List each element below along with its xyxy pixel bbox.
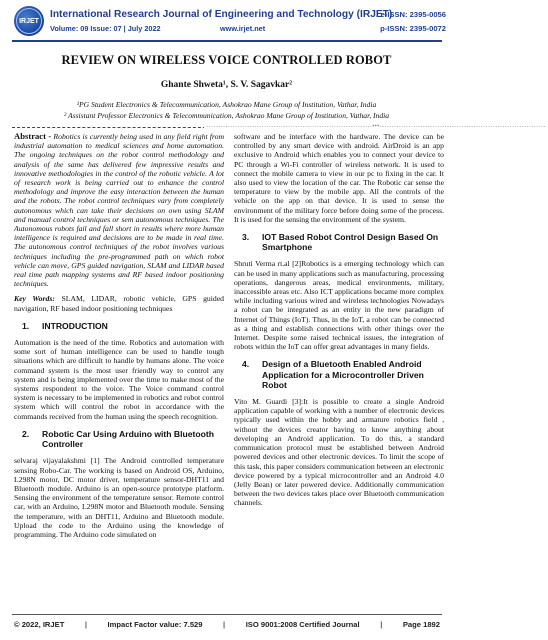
- section-heading-robotic-car: [14, 429, 224, 449]
- footer-impact-factor: Impact Factor value: 7.529: [107, 620, 203, 629]
- section-body-introduction: Automation is the need of the time. Robotics and automation with some sort of human intelligence can be used to handle tough situations which are difficult to handle by humans alone. The voice command system is the most user friendly way to control any system and is being implemented over the time to make most of the systems respondent to the voice. The Voice command control system is necessary to be implemented in robotics and robot control system which will control the robot in accordance with the commands received from the human using the speech recognition.: [14, 338, 224, 421]
- section-divider: [12, 124, 546, 130]
- abstract-text: Robotics is currently being used in any field right from industrial automation to medical sciences and home automation. The ongoing techniques on the robot control methodology and analysis of the same has delivered few impressive results and innovative methodologies in the control of the robotic vehicle. A lot of research work is being carried out to enhance the control methodology and improve the easy interaction between the human and the robots. The robot control techniques vary from completely autonomous which can take their decisions on own using SLAM and manual control techniques or sem autonomous techniques. The Autonomous robots fail and fall short in results where more human intelligence is required and decisions are to be made in real time. The autonomous control techniques of the robot involves various techniques including the pre-programmed path on which robot vehicle can move, GPS guided navigation, SLAM and LIDAR based real time path mapping systems and RF based indoor positioning techniques.: [14, 132, 224, 289]
- journal-website[interactable]: www.irjet.net: [220, 24, 266, 33]
- section-title: INTRODUCTION: [42, 320, 108, 331]
- volume-issue: Volume: 09 Issue: 07 | July 2022: [50, 24, 161, 33]
- irjet-logo: [14, 6, 44, 36]
- footer-separator: |: [84, 620, 87, 629]
- keywords-text: SLAM, LIDAR, robotic vehicle, GPS guided navigation, RF based indoor positioning techniques: [14, 294, 224, 313]
- journal-title: International Research Journal of Engineering and Technology (IRJET): [50, 9, 393, 20]
- section-heading-introduction: [14, 321, 224, 331]
- authors: Ghante Shweta¹, S. V. Sagavkar²: [160, 80, 293, 90]
- affiliation-2: ² Assistant Professor Electronics & Telecommunication, Ashokrao Mane Group of Institution, Vathar, India: [63, 111, 390, 120]
- header-rule: [12, 40, 442, 42]
- section-heading-bluetooth-app: [234, 359, 444, 390]
- paper-title: REVIEW ON WIRELESS VOICE CONTROLLED ROBOT: [61, 53, 392, 67]
- right-column: [234, 132, 444, 514]
- section-number: 2.: [22, 428, 30, 439]
- keywords: [14, 294, 224, 312]
- abstract-label: Abstract -: [14, 131, 52, 141]
- section-number: 4.: [242, 359, 250, 370]
- section-title: Design of a Bluetooth Enabled Android Application for a Microcontroller Driven Robot: [262, 359, 424, 390]
- journal-header: [0, 0, 453, 42]
- section-body-continued: software and be interface with the hardware. The device can be controlled by any smart device with android. AirDroid is an app exclusive to Android which enables you to connect your device to PC through a Wi-Fi controller of wireless network. It is used to connect the mobile camera to view in our pc to fixing in the car. It also used to view the location of the car. The Robotic car sense the temperature to view by the mobile app. All the controls of the vehicle on the app on that device. It is used to sense the environment of the military force before doing some of the process. It is used for the sensing the environment of the system.: [234, 132, 444, 224]
- divider-text: ---------------------------------------------------------------------***---------------------------------------------------------------------: [206, 124, 546, 129]
- section-body-iot-robot: Shruti Verma rt.al [2]Robotics is a emerging technology which can can be used in many applications such as manufacturing, processing operations, dangerous areas, medical environments, military, inaccessible areas etc. Also ICT applications became more complex while including various wired and wireless technologies Nowadays a robot can be integrated as an entity in the new paradigm of Internet of Things (IoT). Thus, in the IoT, a robot can be connected as a thing and establish connections with other things over the Internet. Despite some raised technical issues, the integration of robots within the IoT can offer great advantages in many fields.: [234, 259, 444, 352]
- section-body-bluetooth-app: Vito M. Guardi [3]:It is possible to create a single Android application capable of working with a number of electronic devices typically used within the hobby and armature robotics field , without the devices creator having to know anything about developing an Android application. To do this, a standard communication protocol must be established between Android powered devices and other electronic devices. To limit the scope of this task, this paper considers communication between an electronic device powered by a typical microcontroller and an Android 4.0 (Jelly Bean) or later powered device. Additionally communication between the two devices takes place over Bluetooth communication channels.: [234, 397, 444, 508]
- footer-separator: |: [223, 620, 226, 629]
- section-title: IOT Based Robot Control Design Based On Smartphone: [262, 232, 439, 253]
- footer-copyright: © 2022, IRJET: [14, 620, 65, 629]
- p-issn: p-ISSN: 2395-0072: [380, 24, 446, 33]
- section-heading-iot-robot: [234, 232, 444, 252]
- section-body-robotic-car: selvaraj vijayalakshmi [1] The Android controlled temperature sensing Robo-Car. The working is based on Android OS, Arduino, L298N motor, DC motor driver, temperature sensor-DHT11 and Bluetooth module. Arduino is an open-source prototype platform. Sensing the environment of the temperature sensor. Remote control car, with an Arduino, L298N motor and Bluetooth module. Sensing the temperature, with an DHT11, Arduino and Bluetooth module. Upload the code to the Arduino using the knowledge of programming. The Arduino code simulated on: [14, 456, 224, 539]
- keywords-label: Key Words:: [14, 294, 55, 304]
- logo-ring: [16, 8, 42, 34]
- footer-rule: [12, 614, 442, 615]
- left-column: [14, 132, 224, 545]
- footer-iso: ISO 9001:2008 Certified Journal: [245, 620, 360, 629]
- abstract: [14, 132, 224, 288]
- footer-page-number: Page 1892: [402, 620, 440, 629]
- affiliation-1: ¹PG Student Electronics & Telecommunication, Ashokrao Mane Group of Institution, Vathar, India: [76, 100, 377, 109]
- section-number: 1.: [22, 320, 30, 331]
- footer-separator: |: [380, 620, 383, 629]
- page-footer: [14, 620, 440, 629]
- e-issn: e-ISSN: 2395-0056: [380, 10, 446, 19]
- logo-text: IRJET: [19, 17, 39, 25]
- section-number: 3.: [242, 232, 250, 243]
- section-title: Robotic Car Using Arduino with Bluetooth Controller: [42, 428, 215, 450]
